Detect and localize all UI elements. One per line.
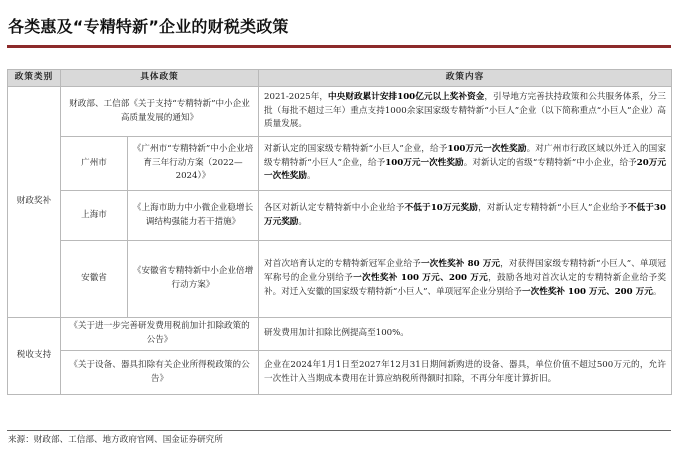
policy-cell: 《广州市“专精特新”中小企业培育三年行动方案（2022—2024）》 [128, 137, 259, 191]
table-row [8, 137, 672, 191]
policy-cell: 《关于设备、器具扣除有关企业所得税政策的公告》 [61, 351, 259, 395]
content-text: 对新认定的国家级专精特新“小巨人”企业，给予 [264, 143, 448, 154]
content-text: 。 [652, 286, 662, 297]
highlight-text: 20万元一次性奖励 [264, 157, 666, 182]
table-row [8, 241, 672, 318]
content-cell [259, 318, 672, 351]
page-title: 各类惠及“专精特新”企业的财税类政策 [8, 17, 289, 36]
content-text: ，对获得国家级专精特新“小巨人”、单项冠军称号的企业分别给予 [264, 259, 666, 284]
content-cell [259, 191, 672, 241]
policy-cell: 财政部、工信部《关于支持“专精特新”中小企业高质量发展的通知》 [61, 87, 259, 137]
header-category: 政策类别 [8, 70, 61, 87]
policy-table [7, 69, 672, 395]
policy-cell: 《上海市助力中小微企业稳增长调结构强能力若干措施》 [128, 191, 259, 241]
content-cell [259, 351, 672, 395]
title-rule [7, 45, 671, 48]
region-cell: 上海市 [61, 191, 128, 241]
policy-cell: 《安徽省专精特新中小企业倍增行动方案》 [128, 241, 259, 318]
highlight-text: 不低于10万元奖励 [404, 202, 479, 213]
content-text: ，引导地方完善扶持政策和公共服务体系，分三批（每批不超过三年）重点支持1000余家国家级专精特新“小巨人”企业（以下简称重点“小巨人”企业）高质量发展。 [264, 91, 667, 130]
region-cell: 安徽省 [61, 241, 128, 318]
highlight-text: 不低于30万元奖励 [264, 202, 666, 227]
content-cell [259, 241, 672, 318]
highlight-text: 一次性奖补 100 万元、200 万元 [522, 286, 653, 297]
table-row [8, 191, 672, 241]
highlight-text: 100万元一次性奖励 [385, 157, 464, 168]
content-cell [259, 87, 672, 137]
table-row [8, 87, 672, 137]
table-row [8, 351, 672, 395]
content-cell [259, 137, 672, 191]
table-header-row [8, 70, 672, 87]
content-text: 研发费用加计扣除比例提高至100%。 [264, 328, 409, 339]
header-policy: 具体政策 [61, 70, 259, 87]
highlight-text: 中央财政累计安排100亿元以上奖补资金 [328, 91, 485, 102]
highlight-text: 一次性奖补 80 万元 [420, 259, 501, 270]
content-text: ，对新认定专精特新“小巨人”企业给予 [478, 202, 628, 213]
content-text: 企业在2024年1月1日至2027年12月31日期间新购进的设备、器具，单位价值不超过500万元的，允许一次性计入当期成本费用在计算应纳税所得额时扣除，不再分年度计算折旧。 [264, 359, 667, 384]
content-text: 。 [307, 171, 316, 182]
content-text: 。对新认定的省级“专精特新”中小企业，给予 [463, 157, 637, 168]
source-rule [7, 430, 671, 431]
policy-cell: 《关于进一步完善研发费用税前加计扣除政策的公告》 [61, 318, 259, 351]
content-text: 。 [298, 216, 308, 227]
content-text: 。对广州市行政区域以外迁入的国家级专精特新“小巨人”企业，给予 [264, 143, 666, 168]
content-text: ，鼓励各地对首次认定的专精特新企业给予奖补。对迁入安徽的国家级专精特新“小巨人”、单项冠军企业分别给予 [264, 273, 666, 297]
content-text: 各区对新认定专精特新中小企业给予 [264, 202, 405, 213]
highlight-text: 一次性奖补 100 万元、200 万元 [353, 273, 489, 284]
content-text: 2021-2025年， [264, 91, 329, 102]
header-content: 政策内容 [259, 70, 672, 87]
region-cell: 广州市 [61, 137, 128, 191]
category-tax: 税收支持 [8, 318, 61, 395]
source-note: 来源：财政部、工信部、地方政府官网、国金证券研究所 [8, 435, 223, 445]
table-row [8, 318, 672, 351]
category-fiscal: 财政奖补 [8, 87, 61, 318]
content-text: 对首次培育认定的专精特新冠军企业给予 [264, 259, 421, 270]
highlight-text: 100万元一次性奖励 [447, 143, 527, 154]
